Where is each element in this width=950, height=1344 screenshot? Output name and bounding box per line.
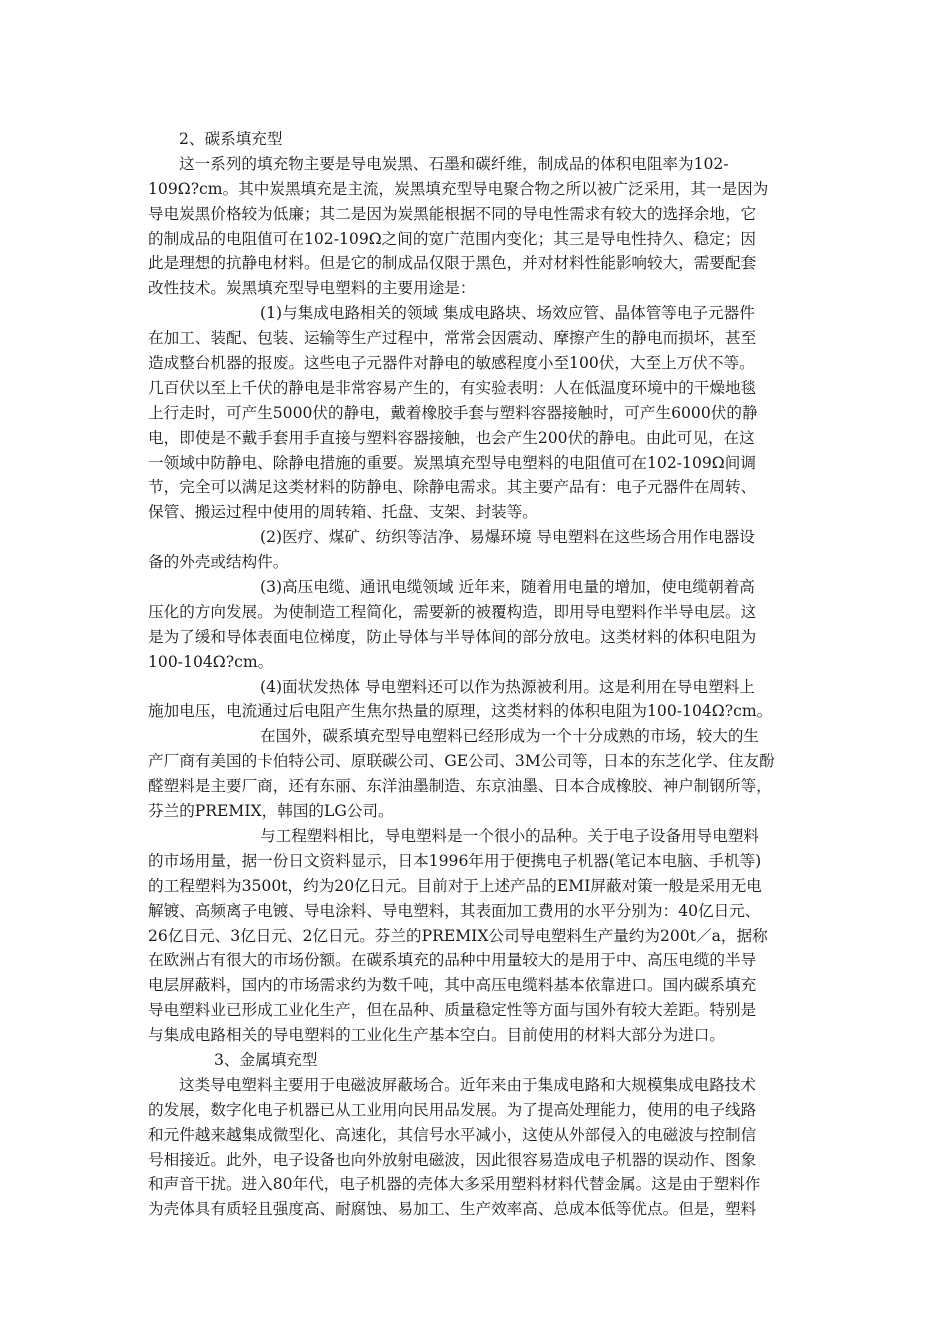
document-body — [148, 127, 806, 1222]
text-line: 备的外壳或结构件。 — [148, 553, 289, 572]
text-line: (3)高压电缆、通讯电缆领域 近年来，随着用电量的增加，使电缆朝着高 — [260, 578, 755, 597]
text-line: 电层屏蔽料，国内的市场需求约为数千吨，其中高压电缆料基本依靠进口。国内碳系填充 — [148, 976, 757, 995]
text-line: 产厂商有美国的卡伯特公司、原联碳公司、GE公司、3M公司等，日本的东芝化学、住友酚 — [148, 752, 775, 771]
text-line: 109Ω?cm。其中炭黑填充是主流，炭黑填充型导电聚合物之所以被广泛采用，其一是因为 — [148, 179, 769, 198]
text-line: 保管、搬运过程中使用的周转箱、托盘、支架、封装等。 — [148, 503, 538, 522]
text-line: 的制成品的电阻值可在102-109Ω之间的宽广范围内变化；其三是导电性持久、稳定；因 — [148, 229, 756, 248]
text-line: 在加工、装配、包装、运输等生产过程中，常常会因震动、摩擦产生的静电而损坏，甚至 — [148, 329, 757, 348]
text-line: 26亿日元、3亿日元、2亿日元。芬兰的PREMIX公司导电塑料生产量约为200t／a，据称 — [148, 926, 768, 945]
text-line: 改性技术。炭黑填充型导电塑料的主要用途是： — [148, 279, 476, 298]
text-line: 和声音干扰。进入80年代，电子机器的壳体大多采用塑料材料代替金属。这是由于塑料作 — [148, 1175, 761, 1194]
text-line: 的发展，数字化电子机器已从工业用向民用品发展。为了提高处理能力，使用的电子线路 — [148, 1100, 757, 1119]
text-line: 施加电压，电流通过后电阻产生焦尔热量的原理，这类材料的体积电阻为100-104Ω?cm。 — [148, 702, 773, 721]
section-heading: 2、碳系填充型 — [179, 130, 283, 148]
text-line: 一领域中防静电、除静电措施的重要。炭黑填充型导电塑料的电阻值可在102-109Ω间调 — [148, 453, 756, 472]
text-line: 芬兰的PREMIX，韩国的LG公司。 — [148, 802, 394, 821]
text-line: 此是理想的抗静电材料。但是它的制成品仅限于黑色，并对材料性能影响较大，需要配套 — [148, 254, 757, 273]
text-line: 的工程塑料为3500t，约为20亿日元。目前对于上述产品的EMI屏蔽对策一般是采用无电 — [148, 876, 762, 895]
text-line: 和元件越来越集成微型化、高速化，其信号水平减小，这使从外部侵入的电磁波与控制信 — [148, 1125, 757, 1144]
text-line: 为壳体具有质轻且强度高、耐腐蚀、易加工、生产效率高、总成本低等优点。但是，塑料 — [148, 1200, 757, 1219]
text-line: 是为了缓和导体表面电位梯度，防止导体与半导体间的部分放电。这类材料的体积电阻为 — [148, 627, 757, 646]
text-line: 在欧洲占有很大的市场份额。在碳系填充的品种中用量较大的是用于中、高压电缆的半导 — [148, 951, 757, 970]
section-heading: 3、金属填充型 — [214, 1050, 318, 1069]
text-line: 导电炭黑价格较为低廉；其二是因为炭黑能根据不同的导电性需求有较大的选择余地，它 — [148, 204, 757, 223]
text-line: 的市场用量，据一份日文资料显示，日本1996年用于便携电子机器(笔记本电脑、手机等) — [148, 851, 762, 870]
text-line: 几百伏以至上千伏的静电是非常容易产生的，有实验表明：人在低温度环境中的干燥地毯 — [148, 378, 757, 397]
text-line: 这类导电塑料主要用于电磁波屏蔽场合。近年来由于集成电路和大规模集成电路技术 — [179, 1075, 756, 1094]
text-line: (4)面状发热体 导电塑料还可以作为热源被利用。这是利用在导电塑料上 — [260, 677, 755, 696]
text-line: 解镀、高频离子电镀、导电涂料、导电塑料，其表面加工费用的水平分别为：40亿日元、 — [148, 901, 761, 920]
text-line: 造成整台机器的报废。这些电子元器件对静电的敏感程度小至100伏，大至上万伏不等。 — [148, 354, 755, 373]
text-line: 压化的方向发展。为使制造工程简化，需要新的被覆构造，即用导电塑料作半导电层。这 — [148, 602, 757, 621]
text-line: (1)与集成电路相关的领域 集成电路块、场效应管、晶体管等电子元器件 — [260, 304, 755, 323]
text-line: 在国外，碳系填充型导电塑料已经形成为一个十分成熟的市场，较大的生 — [260, 727, 760, 746]
text-line: 与集成电路相关的导电塑料的工业化生产基本空白。目前使用的材料大部分为进口。 — [148, 1026, 725, 1045]
text-line: 电，即使是不戴手套用手直接与塑料容器接触，也会产生200伏的静电。由此可见，在这 — [148, 428, 755, 447]
text-line: (2)医疗、煤矿、纺织等洁净、易爆环境 导电塑料在这些场合用作电器设 — [260, 528, 755, 547]
text-line: 上行走时，可产生5000伏的静电，戴着橡胶手套与塑料容器接触时，可产生6000伏的静 — [148, 403, 758, 422]
text-line: 号相接近。此外，电子设备也向外放射电磁波，因此很容易造成电子机器的误动作、图象 — [148, 1150, 757, 1169]
text-line: 与工程塑料相比，导电塑料是一个很小的品种。关于电子设备用导电塑料 — [260, 826, 760, 845]
text-line: 导电塑料业已形成工业化生产，但在品种、质量稳定性等方面与国外有较大差距。特别是 — [148, 1001, 757, 1020]
text-line: 节，完全可以满足这类材料的防静电、除静电需求。其主要产品有：电子元器件在周转、 — [148, 478, 757, 497]
text-line: 100-104Ω?cm。 — [148, 652, 274, 671]
text-line: 这一系列的填充物主要是导电炭黑、石墨和碳纤维，制成品的体积电阻率为102- — [179, 154, 729, 173]
text-line: 醛塑料是主要厂商，还有东丽、东洋油墨制造、东京油墨、日本合成橡胶、神户制钢所等， — [148, 777, 772, 796]
